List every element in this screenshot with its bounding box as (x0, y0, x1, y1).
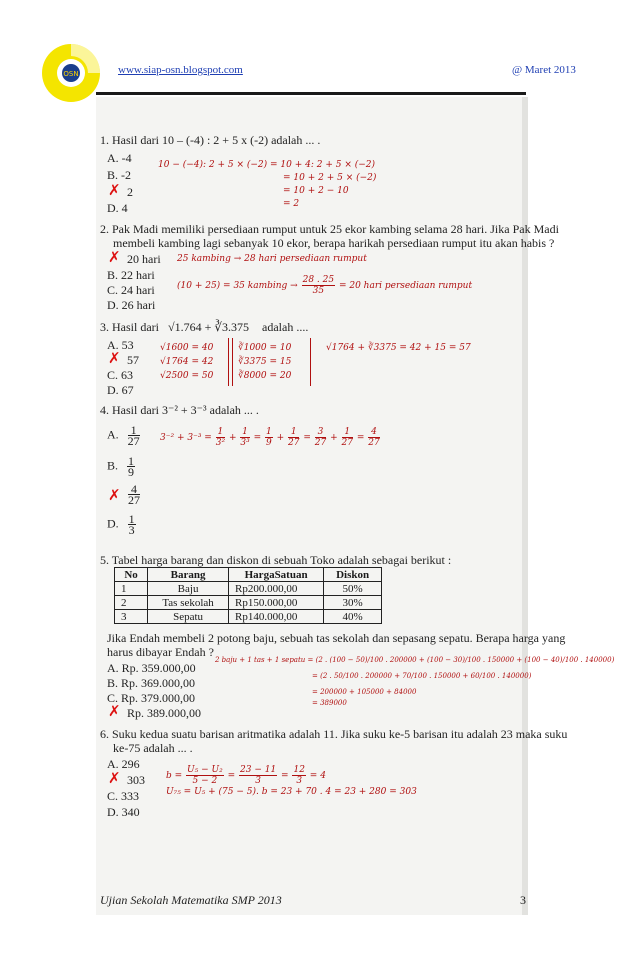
q3-option-a: A. 53 (107, 338, 134, 352)
q2-work-fraction: $\frac{28 . 25}{35}$ (302, 275, 335, 296)
q1-work-line4: = 2 (283, 199, 300, 209)
q1-option-d: D. 4 (107, 201, 128, 215)
q3-question: 3. Hasil dari √1.764 + ∛3.375 adalah .... (100, 320, 309, 334)
q3-option-b: 57 (127, 353, 139, 367)
q5-option-d: Rp. 389.000,00 (127, 706, 202, 720)
q6-option-c: C. 333 (107, 789, 140, 803)
page-number: 3 (520, 893, 526, 907)
cross-mark-icon: ✗ (108, 248, 121, 266)
q2-work-lhs: (10 + 25) = 35 kambing → (177, 281, 298, 291)
q3-option-d: D. 67 (107, 383, 134, 397)
q4-work: 3⁻² + 3⁻³ = $\frac{1}{\text{3²}}$ + $\frac{1}{\text{3³}}$ = $\frac{1}{9}$ + $\frac{1}{27}$ = $\frac{3}{27}$ + $\frac{1}{27}$ = $\frac{4}{27}$ (160, 427, 380, 448)
q3-col2-line2: ∛3375 = 15 (238, 357, 292, 367)
cross-mark-icon: ✗ (108, 769, 121, 787)
q2-option-b: B. 22 hari (107, 268, 155, 282)
q4-option-d: D. $\frac{1}{3}$ (107, 512, 135, 537)
footer-title: Ujian Sekolah Matematika SMP 2013 (100, 893, 282, 907)
q3-divider-3 (310, 338, 311, 386)
q2-option-a: 20 hari (127, 252, 161, 266)
q1-option-a: A. -4 (107, 151, 132, 165)
cross-mark-icon: ✗ (108, 702, 121, 720)
q2-work-line1: 25 kambing → 28 hari persediaan rumput (177, 254, 367, 264)
q2-option-d: D. 26 hari (107, 298, 156, 312)
q1-option-b: B. -2 (107, 168, 131, 182)
q5-option-a: A. Rp. 359.000,00 (107, 661, 196, 675)
q5-work-line2: = (2 . 50/100 . 200000 + 70/100 . 150000 + 60/100 . 140000) (312, 672, 532, 680)
q1-work-line3: = 10 + 2 − 10 (283, 186, 349, 196)
site-link[interactable]: www.siap-osn.blogspot.com (118, 64, 243, 76)
q3-result: √1764 + ∛3375 = 42 + 15 = 57 (326, 343, 471, 353)
q5-option-c: C. Rp. 379.000,00 (107, 691, 196, 705)
q2-question-cont: membeli kambing lagi sebanyak 10 ekor, berapa harikah persediaan rumput itu akan habis ? (113, 236, 555, 250)
q4-option-c: $\frac{4}{27}$ (128, 482, 140, 507)
q6-option-b: 303 (127, 773, 145, 787)
q4-option-a: A. $\frac{1}{27}$ (107, 423, 140, 448)
cross-mark-icon: ✗ (108, 181, 121, 199)
q3-col1-line2: √1764 = 42 (160, 357, 214, 367)
q2-work-line2 (177, 275, 472, 296)
q5-question: 5. Tabel harga barang dan diskon di sebuah Toko adalah sebagai berikut : (100, 553, 452, 567)
q3-divider-2 (232, 338, 233, 386)
q6-question: 6. Suku kedua suatu barisan aritmatika adalah 11. Jika suku ke-5 barisan itu adalah 23 maka suku (100, 727, 568, 741)
table-header-row: No Barang HargaSatuan Diskon (115, 568, 382, 582)
table-row: 2 Tas sekolah Rp150.000,00 30% (115, 596, 382, 610)
scan-edge (522, 97, 528, 915)
q1-work-line1: 10 − (−4): 2 + 5 × (−2) = 10 + 4: 2 + 5 × (−2) (158, 160, 376, 170)
q5-question-cont2: harus dibayar Endah ? (107, 645, 214, 659)
q6-work-line1: b = $\frac{\text{U₅ − U₂}}{5 - 2}$ = $\frac{23 - 11}{3}$ = $\frac{12}{3}$ = 4 (166, 765, 326, 786)
price-table (114, 567, 382, 624)
q1-work-line2: = 10 + 2 + 5 × (−2) (283, 173, 377, 183)
svg-text:OSN: OSN (63, 70, 79, 78)
q6-work-line2: U₇₅ = U₅ + (75 − 5). b = 23 + 70 . 4 = 23 + 280 = 303 (166, 787, 417, 797)
q3-divider-1 (228, 338, 229, 386)
cross-mark-icon: ✗ (108, 486, 121, 504)
q3-col1-line1: √1600 = 40 (160, 343, 214, 353)
table-row: 1 Baju Rp200.000,00 50% (115, 582, 382, 596)
q6-question-cont: ke-75 adalah ... . (113, 741, 193, 755)
q3-col2-line3: ∛8000 = 20 (238, 371, 292, 381)
q5-option-b: B. Rp. 369.000,00 (107, 676, 196, 690)
q6-option-d: D. 340 (107, 805, 140, 819)
q2-work-rhs: = 20 hari persediaan rumput (338, 281, 473, 291)
q1-option-c: 2 (127, 185, 133, 199)
q5-question-cont: Jika Endah membeli 2 potong baju, sebuah tas sekolah dan sepasang sepatu. Berapa harga yang (107, 631, 566, 645)
header-date: @ Maret 2013 (512, 64, 576, 76)
q3-col2-line1: ∛1000 = 10 (238, 343, 292, 353)
q5-work-line4: = 389000 (312, 699, 347, 707)
logo (40, 42, 102, 104)
q1-question: 1. Hasil dari 10 – (-4) : 2 + 5 x (-2) adalah ... . (100, 133, 321, 147)
q3-col1-line3: √2500 = 50 (160, 371, 214, 381)
q3-option-c: C. 63 (107, 368, 134, 382)
q2-question: 2. Pak Madi memiliki persediaan rumput untuk 25 ekor kambing selama 28 hari. Jika Pak Madi (100, 222, 559, 236)
q4-question: 4. Hasil dari 3⁻² + 3⁻³ adalah ... . (100, 403, 259, 417)
q5-work-line3: = 200000 + 105000 + 84000 (312, 688, 417, 696)
table-row: 3 Sepatu Rp140.000,00 40% (115, 610, 382, 624)
header-divider (96, 92, 526, 95)
q6-option-a: A. 296 (107, 757, 140, 771)
cross-mark-icon: ✗ (108, 349, 121, 367)
q5-work-line1: 2 baju + 1 tas + 1 sepatu = (2 . (100 − 50)/100 . 200000 + (100 − 30)/100 . 150000 + (100 − 40)/100 . 140000) (215, 656, 615, 664)
q4-option-b: B. $\frac{1}{9}$ (107, 454, 135, 479)
q2-option-c: C. 24 hari (107, 283, 155, 297)
